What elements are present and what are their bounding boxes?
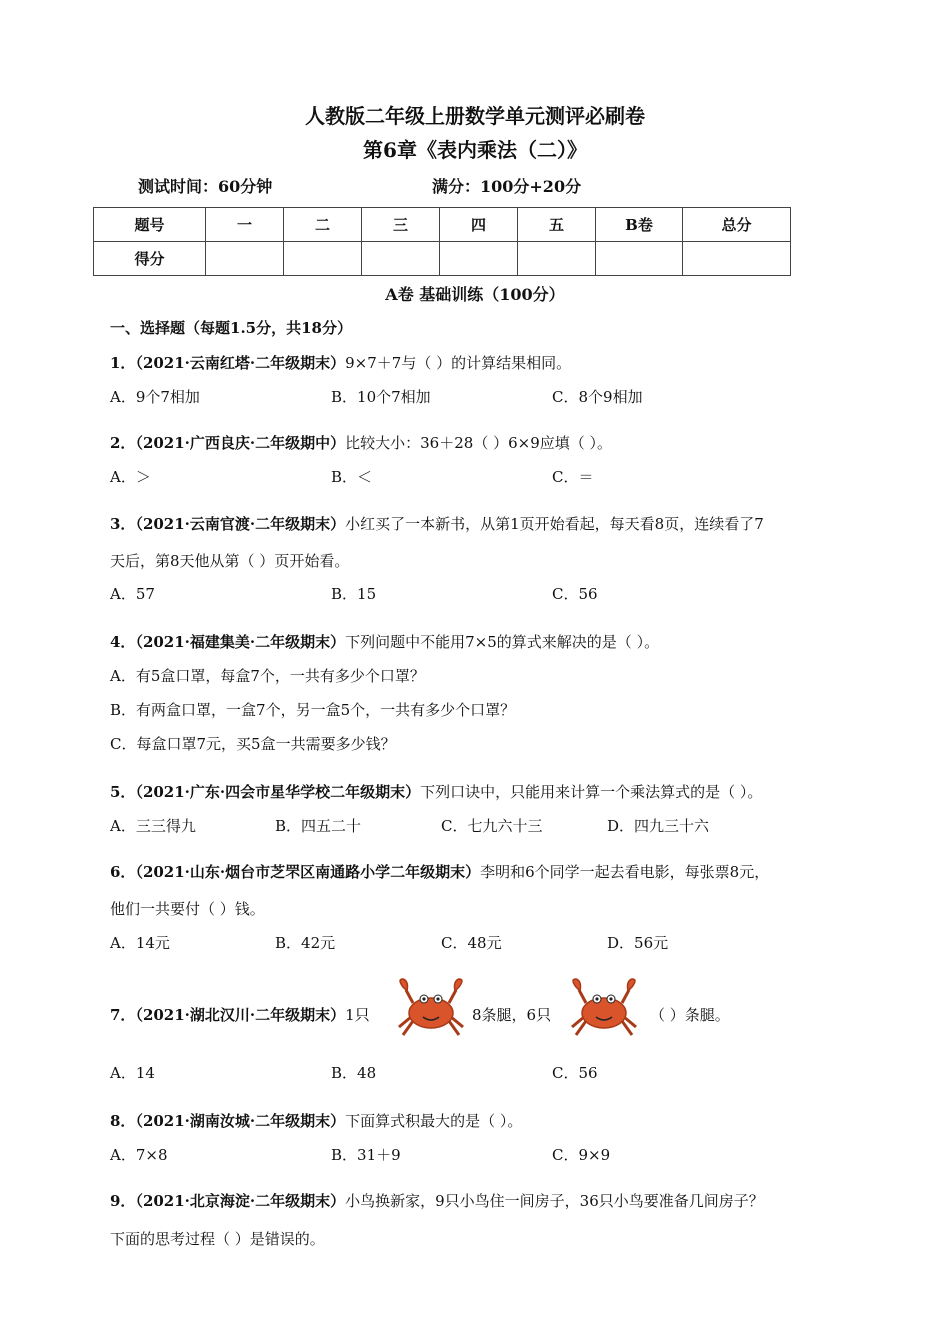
score-table-score-row <box>94 242 791 276</box>
question-text: 下列问题中不能用7×5的算式来解决的是（ ）。 <box>345 633 660 651</box>
question-3 <box>110 513 764 534</box>
question-2 <box>110 432 612 453</box>
score-input-cell[interactable] <box>683 242 791 276</box>
question-9 <box>110 1190 764 1211</box>
question-text: 1只 <box>345 1006 370 1024</box>
score-input-cell[interactable] <box>362 242 440 276</box>
option-b[interactable]: B．四五二十 <box>275 817 362 835</box>
question-source: （2021·福建集美·二年级期末） <box>135 633 346 651</box>
table-cell: 题号 <box>94 208 206 242</box>
option-b[interactable]: B．15 <box>331 585 377 603</box>
option-a[interactable]: A．9个7相加 <box>110 388 200 406</box>
page-title: 人教版二年级上册数学单元测评必刷卷 <box>305 104 645 128</box>
table-cell: 一 <box>206 208 284 242</box>
question-text-continued: 下面的思考过程（ ）是错误的。 <box>110 1230 325 1248</box>
question-text: 下面算式积最大的是（ ）。 <box>345 1112 523 1130</box>
option-c[interactable]: C．9×9 <box>552 1146 611 1164</box>
question-text: 9×7＋7与（ ）的计算结果相同。 <box>345 354 572 372</box>
option-c[interactable]: C．48元 <box>441 934 502 952</box>
question-number: 7． <box>110 1006 136 1024</box>
question-number: 9． <box>110 1192 136 1210</box>
option-a[interactable]: A．有5盒口罩，每盒7个，一共有多少个口罩？ <box>110 667 425 685</box>
score-table-header-row <box>94 208 791 242</box>
option-a[interactable]: A．＞ <box>110 468 151 486</box>
question-text: 小鸟换新家，9只小鸟住一间房子，36只小鸟要准备几间房子？ <box>345 1192 764 1210</box>
question-number: 4． <box>110 633 136 651</box>
question-text: 下列口诀中，只能用来计算一个乘法算式的是（ ）。 <box>420 783 763 801</box>
question-source: （2021·山东·烟台市芝罘区南通路小学二年级期末） <box>135 863 481 881</box>
crab-icon <box>566 977 642 1039</box>
option-c[interactable]: C．8个9相加 <box>552 388 643 406</box>
option-b[interactable]: B．10个7相加 <box>331 388 431 406</box>
question-text: 小红买了一本新书，从第1页开始看起，每天看8页，连续看了7 <box>345 515 764 533</box>
option-b[interactable]: B．42元 <box>275 934 336 952</box>
score-input-cell[interactable] <box>206 242 284 276</box>
question-text-continued: 天后，第8天他从第（ ）页开始看。 <box>110 552 350 570</box>
section-a-title: A卷 基础训练（100分） <box>385 285 565 304</box>
question-number: 1． <box>110 354 136 372</box>
question-number: 2． <box>110 434 136 452</box>
option-c[interactable]: C．＝ <box>552 468 594 486</box>
table-cell: B卷 <box>596 208 683 242</box>
question-source: （2021·广西良庆·二年级期中） <box>135 434 346 452</box>
score-input-cell[interactable] <box>440 242 518 276</box>
question-4 <box>110 631 659 652</box>
option-d[interactable]: D．56元 <box>607 934 669 952</box>
question-source: （2021·云南红塔·二年级期末） <box>135 354 346 372</box>
question-5 <box>110 781 762 802</box>
option-b[interactable]: B．48 <box>331 1064 377 1082</box>
option-b[interactable]: B．＜ <box>331 468 373 486</box>
question-number: 5． <box>110 783 136 801</box>
question-number: 3． <box>110 515 136 533</box>
question-text: 8条腿，6只 <box>472 1006 552 1024</box>
test-time: 测试时间：60分钟 <box>138 177 273 196</box>
score-input-cell[interactable] <box>596 242 683 276</box>
score-input-cell[interactable] <box>284 242 362 276</box>
option-b[interactable]: B．有两盒口罩，一盒7个，另一盒5个，一共有多少个口罩？ <box>110 701 516 719</box>
question-text: （ ）条腿。 <box>650 1006 730 1024</box>
table-cell: 三 <box>362 208 440 242</box>
option-d[interactable]: D．四九三十六 <box>607 817 710 835</box>
question-8 <box>110 1110 522 1131</box>
option-a[interactable]: A．7×8 <box>110 1146 168 1164</box>
question-source: （2021·广东·四会市星华学校二年级期末） <box>135 783 421 801</box>
question-text: 比较大小：36＋28（ ）6×9应填（ ）。 <box>345 434 613 452</box>
question-text-continued: 他们一共要付（ ）钱。 <box>110 900 265 918</box>
question-source: （2021·湖北汉川·二年级期末） <box>135 1006 346 1024</box>
option-b[interactable]: B．31＋9 <box>331 1146 401 1164</box>
question-number: 6． <box>110 863 136 881</box>
question-number: 8． <box>110 1112 136 1130</box>
option-c[interactable]: C．56 <box>552 1064 598 1082</box>
option-a[interactable]: A．14元 <box>110 934 170 952</box>
question-7 <box>110 1004 370 1025</box>
question-6 <box>110 861 769 882</box>
option-a[interactable]: A．57 <box>110 585 155 603</box>
part-one-heading: 一、选择题（每题1.5分，共18分） <box>110 319 352 337</box>
crab-icon <box>393 977 469 1039</box>
table-cell: 得分 <box>94 242 206 276</box>
full-score: 满分：100分+20分 <box>432 177 582 196</box>
question-1 <box>110 352 571 373</box>
option-c[interactable]: C．七九六十三 <box>441 817 543 835</box>
table-cell: 四 <box>440 208 518 242</box>
option-c[interactable]: C．每盒口罩7元，买5盒一共需要多少钱？ <box>110 735 396 753</box>
question-source: （2021·云南官渡·二年级期末） <box>135 515 346 533</box>
question-source: （2021·北京海淀·二年级期末） <box>135 1192 346 1210</box>
question-text: 李明和6个同学一起去看电影，每张票8元， <box>480 863 770 881</box>
option-a[interactable]: A．14 <box>110 1064 155 1082</box>
chapter-title: 第6章《表内乘法（二）》 <box>363 138 587 162</box>
score-table <box>93 207 791 276</box>
table-cell: 总分 <box>683 208 791 242</box>
table-cell: 五 <box>518 208 596 242</box>
score-input-cell[interactable] <box>518 242 596 276</box>
table-cell: 二 <box>284 208 362 242</box>
question-source: （2021·湖南汝城·二年级期末） <box>135 1112 346 1130</box>
option-a[interactable]: A．三三得九 <box>110 817 196 835</box>
option-c[interactable]: C．56 <box>552 585 598 603</box>
